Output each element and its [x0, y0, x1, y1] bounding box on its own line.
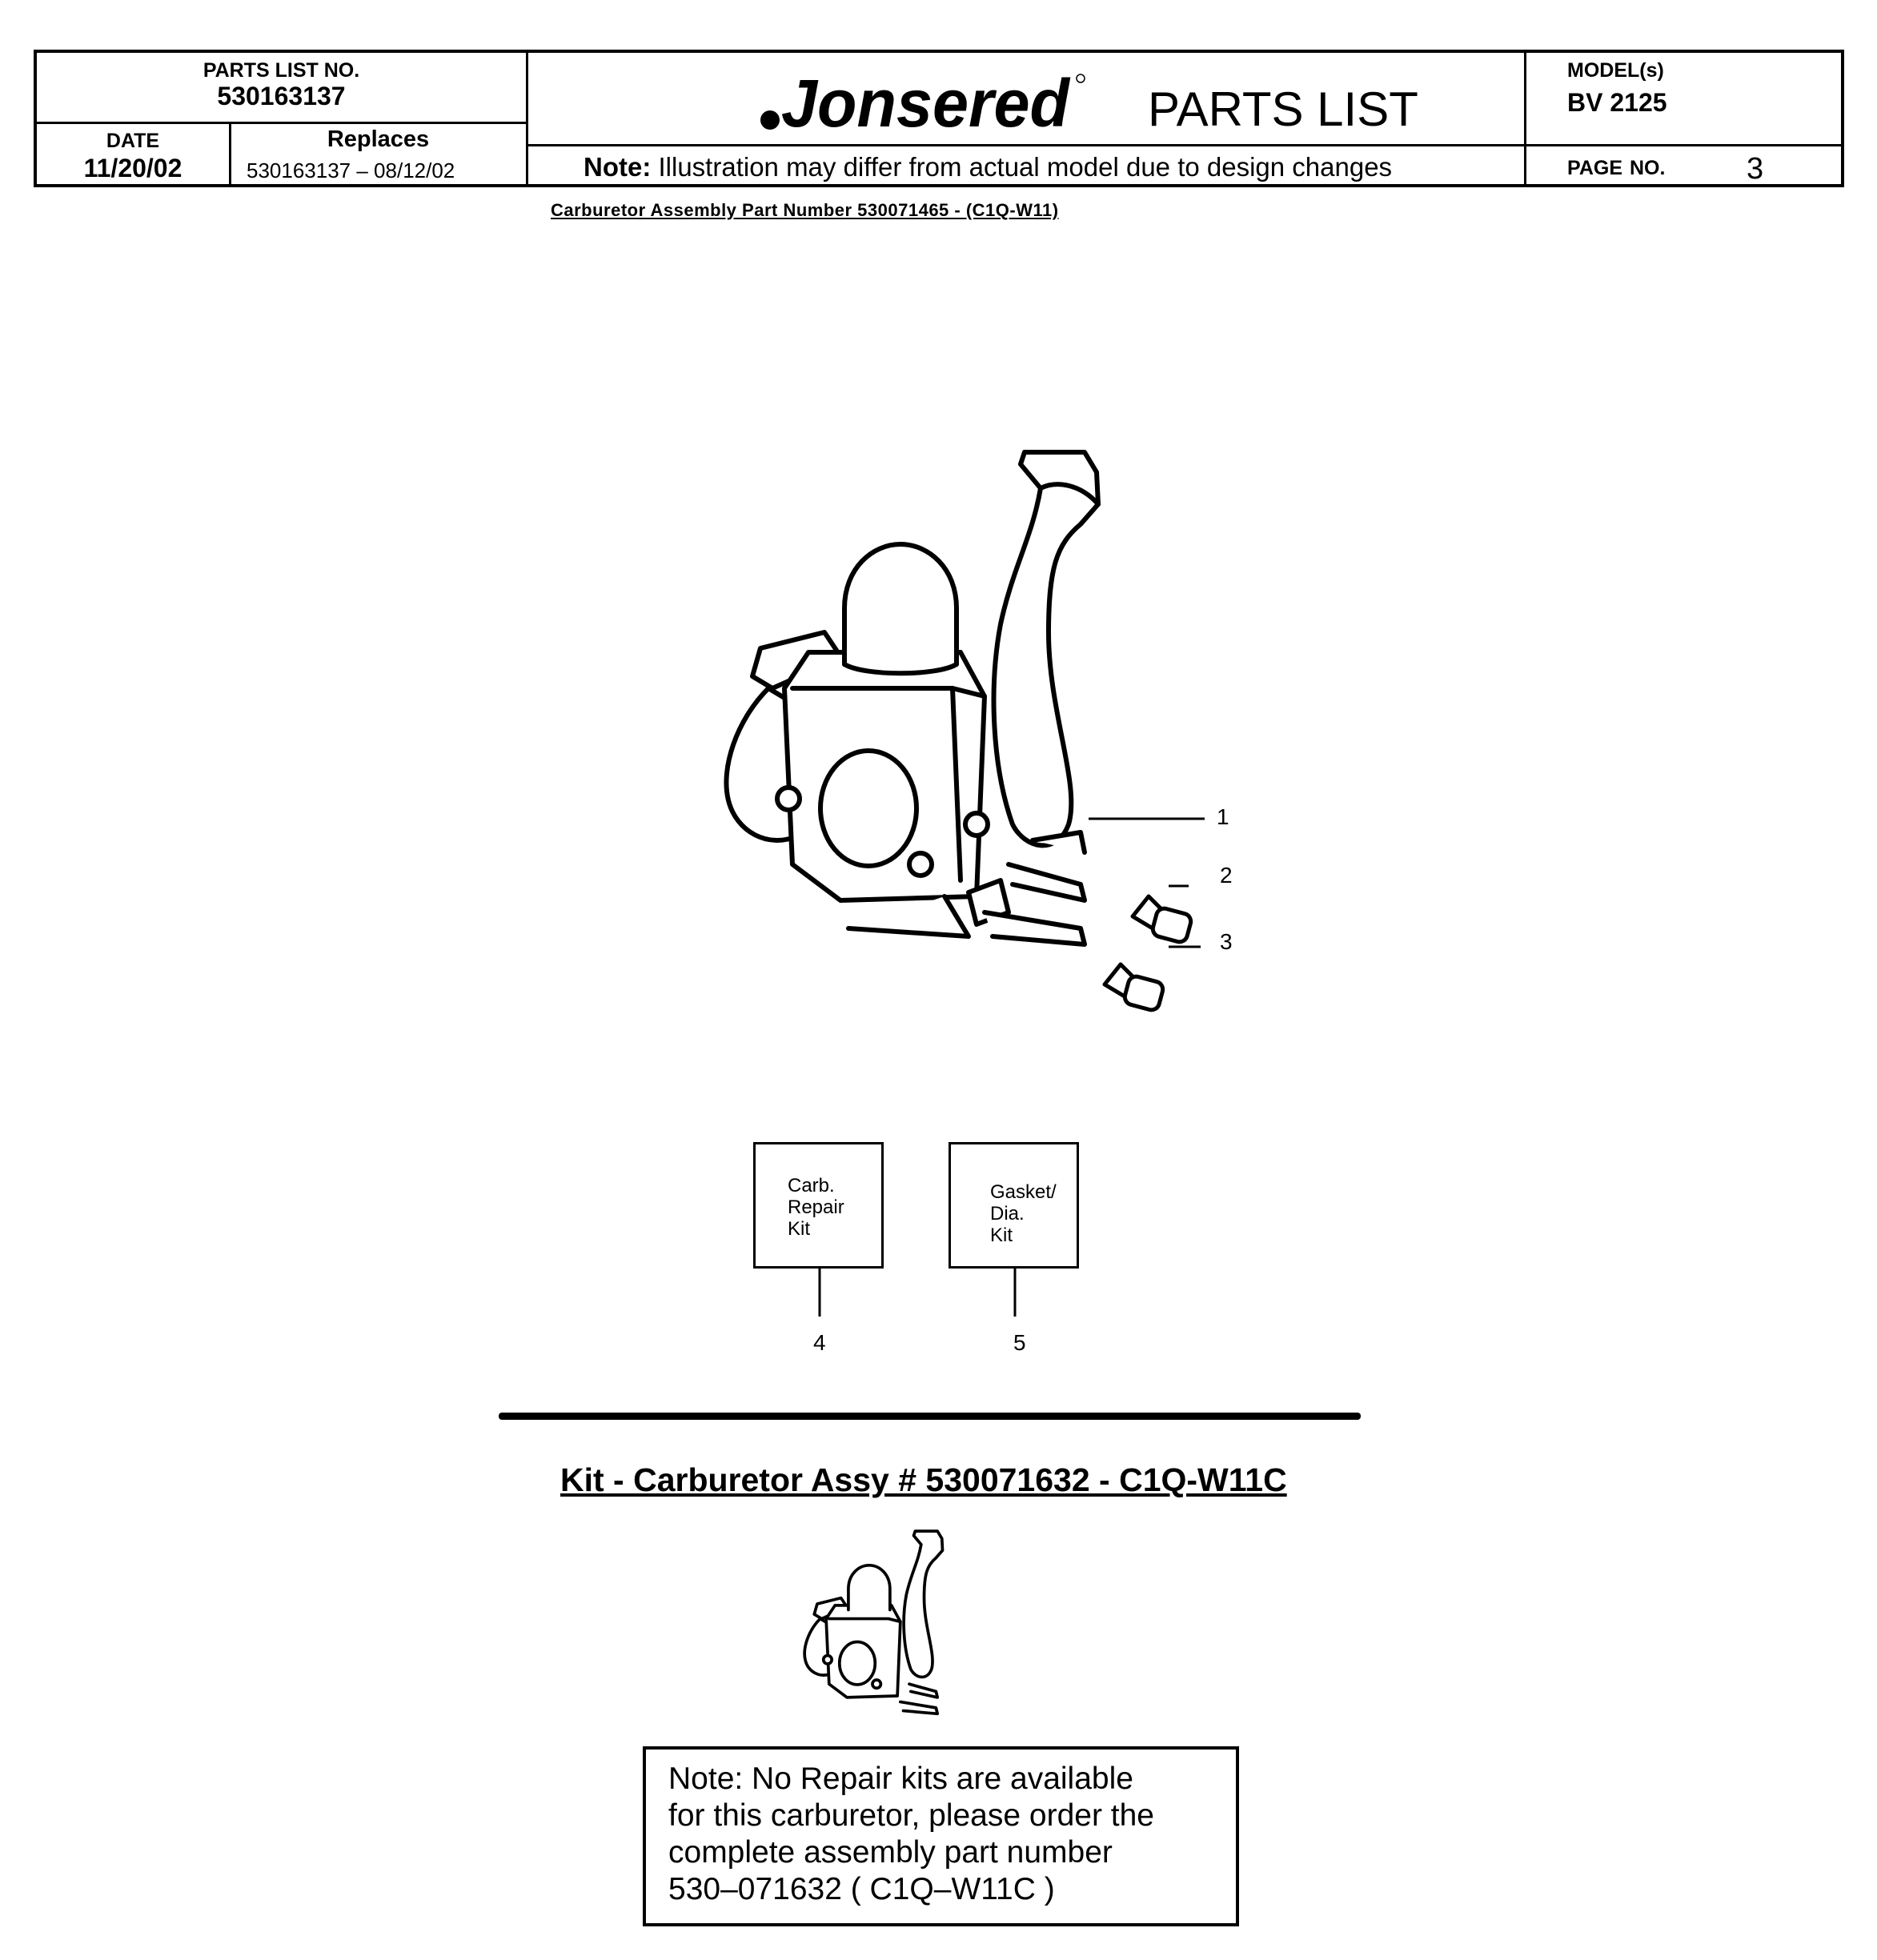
- page-no-label: NO.: [1630, 157, 1666, 179]
- callout-4: 4: [813, 1330, 826, 1355]
- kit-title: Kit - Carburetor Assy # 530071632 - C1Q-W11C: [560, 1461, 1287, 1498]
- callout-2: 2: [1220, 863, 1233, 888]
- page-number: 3: [1747, 152, 1764, 186]
- gasket-kit-label: Gasket/ Dia. Kit: [990, 1181, 1057, 1246]
- replaces-label: Replaces: [327, 126, 430, 152]
- callout-3: 3: [1220, 929, 1233, 954]
- date-label: DATE: [106, 130, 160, 152]
- no-repair-kits-note: [643, 1746, 1239, 1926]
- brand-wordmark: Jonsered: [781, 66, 1071, 141]
- no-repair-kits-note-text: Note: No Repair kits are available for this carburetor, please order the complete assembly part number 530–071632 ( C1Q–W11C ): [668, 1762, 1154, 1906]
- parts-list-no-label: PARTS LIST NO.: [203, 59, 360, 82]
- callout-1: 1: [1217, 804, 1229, 829]
- page-label: PAGE: [1567, 157, 1622, 179]
- parts-list-title: PARTS LIST: [1148, 82, 1418, 136]
- replaces-value: 530163137 – 08/12/02: [247, 158, 455, 182]
- model-label: MODEL(s): [1567, 59, 1664, 82]
- note-label: Note:: [584, 152, 652, 182]
- section-divider: [499, 1413, 1361, 1420]
- callout-5: 5: [1013, 1330, 1026, 1355]
- parts-list-no: 530163137: [217, 82, 346, 110]
- date-value: 11/20/02: [83, 154, 182, 182]
- kit-carburetor-thumbnail: [796, 1517, 981, 1733]
- assembly-title: Carburetor Assembly Part Number 530071465 - (C1Q-W11): [551, 200, 1059, 220]
- carb-repair-kit-label: Carb. Repair Kit: [788, 1175, 844, 1240]
- note-text: Illustration may differ from actual model due to design changes: [658, 152, 1393, 182]
- model-value: BV 2125: [1567, 88, 1667, 117]
